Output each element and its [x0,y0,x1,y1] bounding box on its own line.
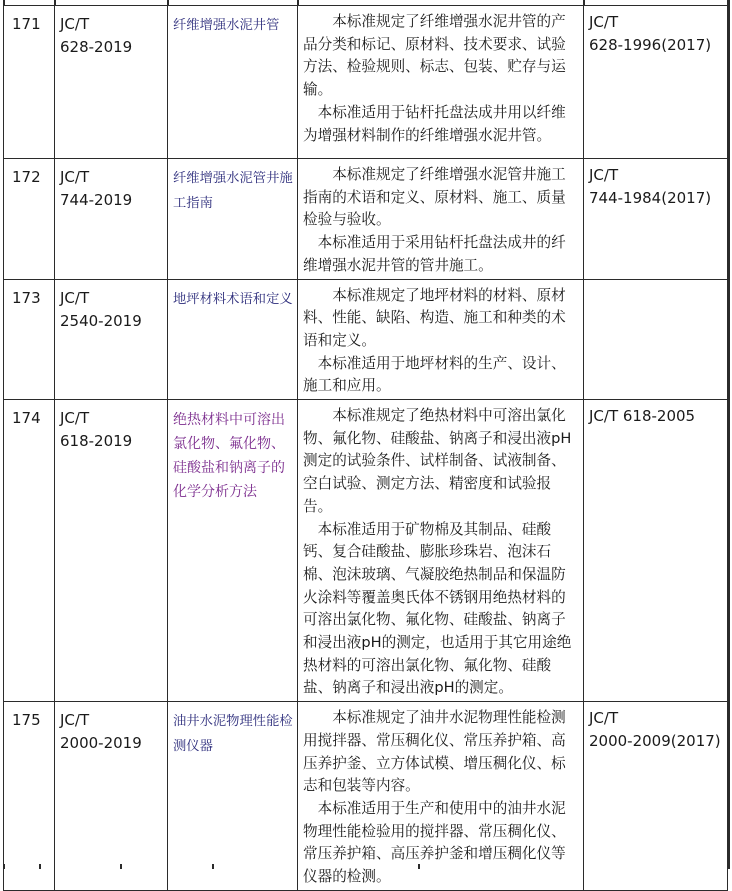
code-prefix: JC/T [60,15,90,33]
replaced-standard [584,6,728,159]
description-scope: 本标准规定了油井水泥物理性能检测用搅拌器、常压稠化仪、常压养护箱、高压养护釜、立方体试模、增压稠化仪、标志和包装等内容。 [303,709,566,795]
standard-code [55,400,168,702]
standard-code [55,279,168,400]
table-right-border [727,0,730,869]
standard-code [55,702,168,891]
code-number: 2000-2019 [60,734,142,753]
replaced-code-number: 2000-2009(2017) [589,732,721,751]
row-number: 175 [4,702,55,891]
description-applicability: 本标准适用于钻杆托盘法成井用以纤维为增强材料制作的纤维增强水泥井管。 [303,103,566,144]
description-scope: 本标准规定了纤维增强水泥井管的产品分类和标记、原材料、技术要求、试验方法、检验规则、标志、包装、贮存与运输。 [303,13,566,99]
description-applicability: 本标准适用于采用钻杆托盘法成井的纤维增强水泥井管的管井施工。 [303,234,566,274]
table-row [4,159,728,280]
row-number: 173 [4,279,55,400]
replaced-code-prefix: JC/T [589,13,619,31]
replaced-code-prefix: JC/T [589,709,619,728]
standard-description [298,159,584,280]
code-prefix: JC/T [60,409,90,428]
standard-code [55,159,168,280]
replaced-standard [584,400,728,702]
standard-name-link[interactable]: 地坪材料术语和定义 [168,279,298,400]
code-prefix: JC/T [60,288,90,307]
replaced-standard [584,279,728,400]
replaced-standard [584,159,728,280]
replaced-code-number: 628-1996(2017) [589,36,712,54]
code-prefix: JC/T [60,711,90,730]
description-applicability: 本标准适用于地坪材料的生产、设计、施工和应用。 [303,354,566,395]
table-row [4,6,728,159]
standard-name-link[interactable]: 油井水泥物理性能检测仪器 [168,702,298,891]
replaced-code-prefix: JC/T [589,166,619,184]
table-row [4,702,728,891]
replaced-code-number: 744-1984(2017) [589,189,712,207]
code-number: 618-2019 [60,432,133,451]
description-scope: 本标准规定了纤维增强水泥管井施工指南的术语和定义、原材料、施工、质量检验与验收。 [303,166,566,229]
code-number: 744-2019 [60,191,133,210]
replaced-code-prefix: JC/T 618-2005 [589,407,696,426]
standard-description [298,702,584,891]
row-number: 171 [4,6,55,159]
code-number: 2540-2019 [60,311,142,330]
description-applicability: 本标准适用于生产和使用中的油井水泥物理性能检验用的搅拌器、常压稠化仪、常压养护箱、高压养护釜和增压稠化仪等仪器的检测。 [303,799,566,886]
standard-description [298,6,584,159]
table-row [4,279,728,400]
description-scope: 本标准规定了绝热材料中可溶出氯化物、氟化物、硅酸盐、钠离子和浸出液pH测定的试验条件、试样制备、试液制备、空白试验、测定方法、精密度和试验报告。 [303,407,572,515]
description-applicability: 本标准适用于矿物棉及其制品、硅酸钙、复合硅酸盐、膨胀珍珠岩、泡沫石棉、泡沫玻璃、气凝胶绝热制品和保温防火涂料等覆盖奥氏体不锈钢用绝热材料的可溶出氯化物、氟化物、硅酸盐、钠离子和浸出液pH的测定，也适用于其它用途绝热材料的可溶出氯化物、氟化物、硅酸盐、钠离子和浸出液pH的测定。 [303,520,572,697]
standard-description [298,279,584,400]
standard-name-link[interactable]: 纤维增强水泥管井施工指南 [168,159,298,280]
description-scope: 本标准规定了地坪材料的材料、原材料、性能、缺陷、构造、施工和种类的术语和定义。 [303,286,566,349]
table-row [4,400,728,702]
code-number: 628-2019 [60,38,133,57]
replaced-standard [584,702,728,891]
row-number: 174 [4,400,55,702]
row-number: 172 [4,159,55,280]
code-prefix: JC/T [60,168,90,186]
standards-table [3,5,728,891]
standard-name-link[interactable]: 纤维增强水泥井管 [168,6,298,159]
standard-description [298,400,584,702]
standard-name-link[interactable]: 绝热材料中可溶出氯化物、氟化物、硅酸盐和钠离子的化学分析方法 [168,400,298,702]
standard-code [55,6,168,159]
